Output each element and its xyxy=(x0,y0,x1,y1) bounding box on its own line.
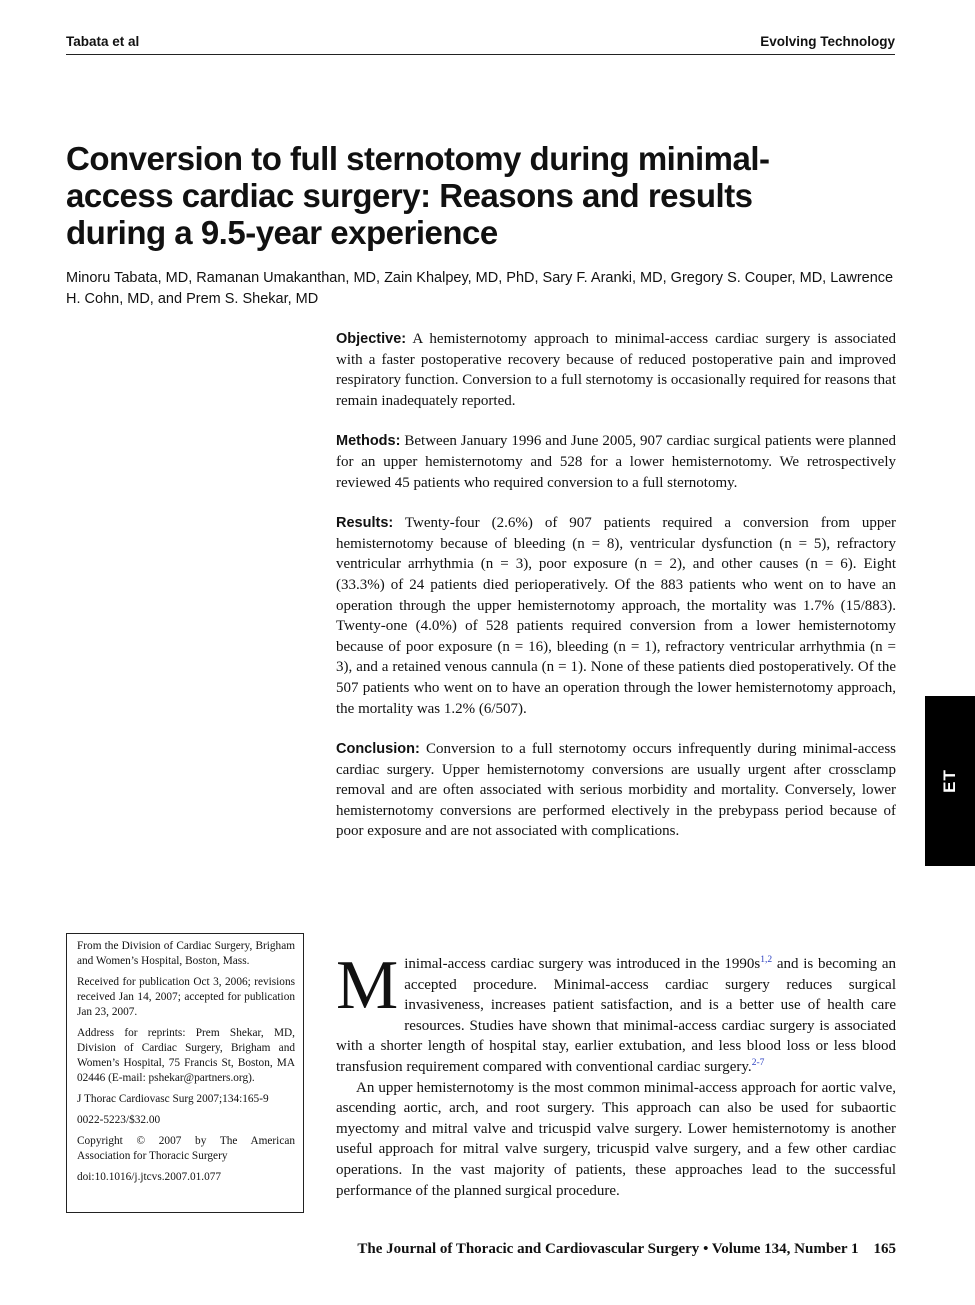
body-text xyxy=(336,947,896,1201)
copyright: Copyright © 2007 by The American Association for Thoracic Surgery xyxy=(77,1135,295,1162)
reprint-address: Address for reprints: Prem Shekar, MD, Division of Cardiac Surgery, Brigham and Women’s Hospital, 75 Francis St, Boston, MA 02446 (E-mail: pshekar@partners.org). xyxy=(77,1027,295,1084)
issn: 0022-5223/$32.00 xyxy=(77,1114,161,1126)
running-header-section: Evolving Technology xyxy=(760,34,895,49)
conclusion-text: Conversion to a full sternotomy occurs infrequently during minimal-access cardiac surgery. Upper hemisternotomy conversions are usually urgent after crossclamp removal and are often associated with serious morbidity and mortality. Conversely, lower hemisternotomy conversions are performed electively in the prebypass period because of poor exposure and are not associated with complications. xyxy=(336,741,896,840)
reference-link[interactable]: 1,2 xyxy=(760,955,773,965)
citation: J Thorac Cardiovasc Surg 2007;134:165-9 xyxy=(77,1093,269,1105)
results-label: Results: xyxy=(336,515,394,532)
body-text-run: inimal-access cardiac surgery was introduced in the 1990s xyxy=(404,956,761,972)
affiliation: From the Division of Cardiac Surgery, Brigham and Women’s Hospital, Boston, Mass. xyxy=(77,940,295,967)
article-info-box xyxy=(66,933,304,1213)
results-text: Twenty-four (2.6%) of 907 patients required a conversion from upper hemisternotomy because of bleeding (n = 8), ventricular dysfunction (n = 5), refractory ventricular arrhythmia (n = 3), poor exposure (n = 2), and other causes (n = 6). Eight (33.3%) of 24 patients died perioperatively. Of the 883 patients who went on to have an operation through the upper hemisternotomy approach, the mortality was 1.7% (15/883). Twenty-one (4.0%) of 528 patients required conversion from a lower hemisternotomy because of poor exposure (n = 16), bleeding (n = 1), refractory ventricular arrhythmia (n = 3), and a retained venous cannula (n = 1). None of these patients died postoperatively. Of the 507 patients who went on to have an operation through the lower hemisternotomy approach, the mortality was 1.2% (6/507). xyxy=(336,515,896,717)
body-paragraph xyxy=(336,947,896,1078)
journal-name: The Journal of Thoracic and Cardiovascular Surgery xyxy=(357,1241,700,1257)
footer-bullet: • xyxy=(703,1241,709,1257)
section-thumb-tab xyxy=(925,696,975,866)
abstract xyxy=(336,329,896,862)
body-text-run: and is becoming an accepted procedure. Minimal-access cardiac surgery reduces surgical invasiveness, increases patient satisfaction, and is a better use of health care resources. Studies have shown that minimal-access cardiac surgery is associated with a shorter length of hospital stay, earlier extubation, and less blood loss or less blood transfusion requirement compared with conventional cardiac surgery. xyxy=(336,956,896,1075)
section-tab-label: ET xyxy=(939,769,959,793)
running-header-authors: Tabata et al xyxy=(66,34,140,49)
doi: doi:10.1016/j.jtcvs.2007.01.077 xyxy=(77,1171,222,1183)
article-title: Conversion to full sternotomy during minimal-access cardiac surgery: Reasons and results during a 9.5-year experience xyxy=(66,140,770,251)
objective-text: A hemisternotomy approach to minimal-access cardiac surgery is associated with a faster postoperative recovery because of reduced postoperative pain and improved respiratory function. Conversion to a full sternotomy is occasionally required for reasons that remain inadequately reported. xyxy=(336,331,896,409)
drop-cap: M xyxy=(336,947,399,1024)
objective-label: Objective: xyxy=(336,331,407,347)
abstract-conclusion xyxy=(336,739,896,842)
page-footer xyxy=(357,1241,896,1258)
volume-issue: Volume 134, Number 1 xyxy=(711,1241,859,1257)
abstract-objective xyxy=(336,329,896,411)
methods-text: Between January 1996 and June 2005, 907 cardiac surgical patients were planned for an upper hemisternotomy and 528 for a lower hemisternotomy. We retrospectively reviewed 45 patients who required conversion to a full sternotomy. xyxy=(336,433,896,491)
author-list: Minoru Tabata, MD, Ramanan Umakanthan, MD, Zain Khalpey, MD, PhD, Sary F. Aranki, MD, Gregory S. Couper, MD, Lawrence H. Cohn, MD, and Prem S. Shekar, MD xyxy=(66,270,894,307)
conclusion-label: Conclusion: xyxy=(336,741,420,758)
page-number: 165 xyxy=(873,1241,896,1257)
header-divider xyxy=(66,54,895,55)
methods-label: Methods: xyxy=(336,433,401,450)
abstract-results xyxy=(336,513,896,719)
abstract-methods xyxy=(336,431,896,493)
received-dates: Received for publication Oct 3, 2006; revisions received Jan 14, 2007; accepted for publication Jan 23, 2007. xyxy=(77,976,295,1018)
body-paragraph: An upper hemisternotomy is the most common minimal-access approach for aortic valve, ascending aortic, arch, and root surgery. This approach can also be used for subaortic myectomy and mitral valve and tricuspid valve surgery. Lower hemisternotomy is another useful approach for mitral valve surgery, tricuspid valve surgery, and a few other cardiac operations. In the vast majority of patients, these approaches lead to the successful performance of the planned surgical procedure. xyxy=(336,1079,896,1199)
reference-link[interactable]: 2-7 xyxy=(751,1057,765,1068)
